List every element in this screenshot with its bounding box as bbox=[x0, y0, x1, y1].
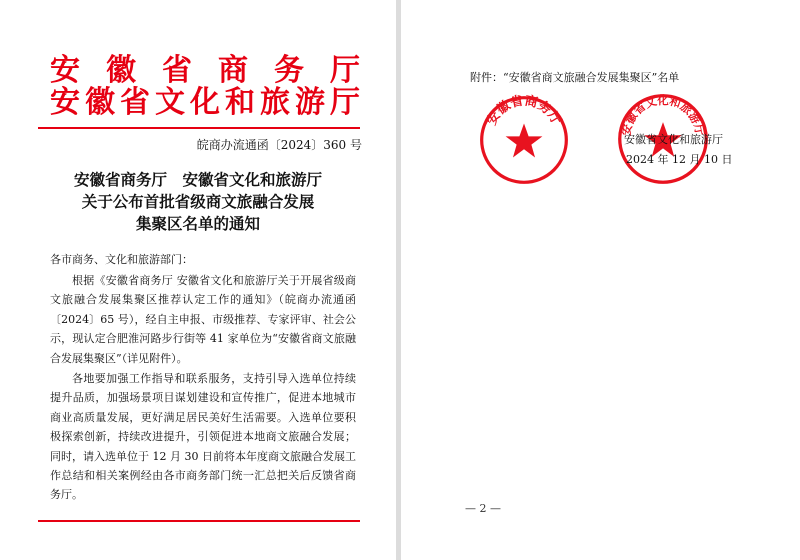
document-page-1 bbox=[0, 0, 396, 560]
notice-title-line-1: 安徽省商务厅 安徽省文化和旅游厅 bbox=[73, 170, 322, 189]
issuer-header-culture-tourism: 安徽省文化和旅游厅 bbox=[50, 85, 360, 120]
header-red-rule bbox=[38, 127, 360, 129]
salutation: 各市商务、文化和旅游部门： bbox=[50, 253, 193, 266]
signing-date: 2024 年 12 月 10 日 bbox=[626, 153, 733, 166]
notice-title-line-3: 集聚区名单的通知 bbox=[135, 214, 260, 233]
document-page-2 bbox=[401, 0, 800, 560]
signing-organization: 安徽省文化和旅游厅 bbox=[624, 133, 723, 146]
body-paragraph-1: 根据《安徽省商务厅 安徽省文化和旅游厅关于开展省级商文旅融合发展集聚区推荐认定工作的通知》（皖商办流通函〔2024〕65 号），经自主申报、市级推荐、专家评审、社会公示，现认定合肥淮河路步行街等 41 家单位为“安徽省商文旅融合发展集聚区”（详见附件）。 bbox=[50, 274, 356, 365]
page-number: — 2 — bbox=[465, 502, 501, 515]
body-paragraph-2: 各地要加强工作指导和联系服务，支持引导入选单位持续提升品质，加强场景项目谋划建设和宣传推广，促进本地城市商业高质量发展，更好满足居民美好生活需要。入选单位要积极探索创新，持续改进提升，引领促进本地商文旅融合发展；同时，请入选单位于 12 月 30 日前将本年度商文旅融合发展工作总结和相关案例经由各市商务部门统一汇总把关后反馈省商务厅。 bbox=[50, 372, 356, 502]
commerce-dept-seal bbox=[478, 94, 570, 186]
document-number: 皖商办流通函〔2024〕360 号 bbox=[196, 138, 362, 152]
attachment-line: 附件：“安徽省商文旅融合发展集聚区”名单 bbox=[470, 71, 680, 84]
footer-red-rule bbox=[38, 520, 360, 522]
seal-text-culture-tourism: 安徽省文化和旅游厅 bbox=[619, 94, 707, 137]
issuer-header-commerce: 安 徽 省 商 务 厅 bbox=[50, 53, 360, 88]
notice-title-line-2: 关于公布首批省级商文旅融合发展 bbox=[81, 192, 315, 211]
seal-text-commerce: 安徽省商务厅 bbox=[484, 94, 564, 128]
